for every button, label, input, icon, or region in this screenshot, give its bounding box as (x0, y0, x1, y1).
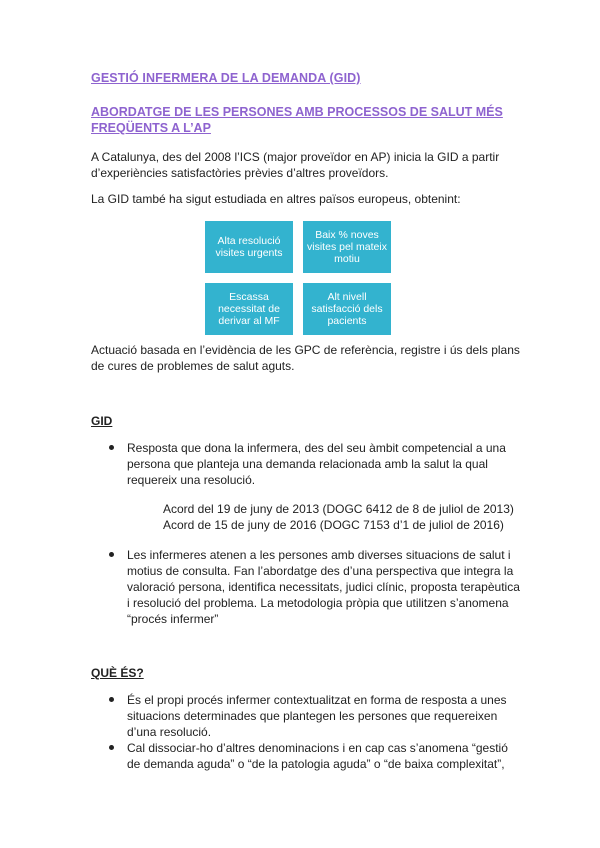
bullet-icon (109, 697, 114, 702)
bullet-icon (109, 745, 114, 750)
bullet-icon (109, 552, 114, 557)
result-box-high-resolution: Alta resolució visites urgents (205, 221, 293, 273)
que-es-bullet-2: Cal dissociar-ho d’altres denominacions i en cap cas s’anomena “gestió de demanda aguda” o “de la patologia aguda” o “de baixa complexitat”, (127, 740, 522, 772)
evidence-paragraph: Actuació basada en l’evidència de les GPC de referència, registre i ús dels plans de cures de problemes de salut aguts. (91, 343, 520, 373)
gid-bullet-list (127, 440, 522, 488)
document-title: GESTIÓ INFERMERA DE LA DEMANDA (GID) (91, 71, 361, 85)
bullet-icon (109, 445, 114, 450)
gid-bullet-list-2 (127, 547, 522, 627)
result-box-high-satisfaction: Alt nivell satisfacció dels pacients (303, 283, 391, 335)
que-es-bullet-1: És el propi procés infermer contextualitzat en forma de resposta a unes situacions determinades que plantegen les persones que requereixen d’una resolució. (127, 692, 522, 740)
agreement-2013: Acord del 19 de juny de 2013 (DOGC 6412 de 8 de juliol de 2013) (163, 502, 514, 516)
agreement-2016: Acord de 15 de juny de 2016 (DOGC 7153 d’1 de juliol de 2016) (163, 518, 504, 532)
gid-bullet-2: Les infermeres atenen a les persones amb diverses situacions de salut i motius de consulta. Fan l’abordatge des d’una perspectiva que integra la valoració persona, identifica necessitats, judici clínic, proposta terapèutica i resolució del problema. La metodologia pròpia que utilitzen s’anomena “procés infermer” (127, 547, 522, 627)
document-subtitle: ABORDATGE DE LES PERSONES AMB PROCESSOS DE SALUT MÉS FREQÜENTS A L’AP (91, 105, 503, 135)
intro-paragraph-1: A Catalunya, des del 2008 l’ICS (major proveïdor en AP) inicia la GID a partir d’experiències satisfactòries prèvies d’altres proveïdors. (91, 150, 500, 180)
intro-paragraph-2: La GID també ha sigut estudiada en altres països europeus, obtenint: (91, 192, 461, 206)
que-es-heading: QUÈ ÉS? (91, 666, 144, 680)
result-box-low-referral: Escassa necessitat de derivar al MF (205, 283, 293, 335)
result-box-low-revisits: Baix % noves visites pel mateix motiu (303, 221, 391, 273)
que-es-bullet-list (127, 692, 522, 772)
gid-heading: GID (91, 414, 113, 428)
gid-bullet-1: Resposta que dona la infermera, des del seu àmbit competencial a una persona que planteja una demanda relacionada amb la salut la qual requereix una resolució. (127, 440, 522, 488)
